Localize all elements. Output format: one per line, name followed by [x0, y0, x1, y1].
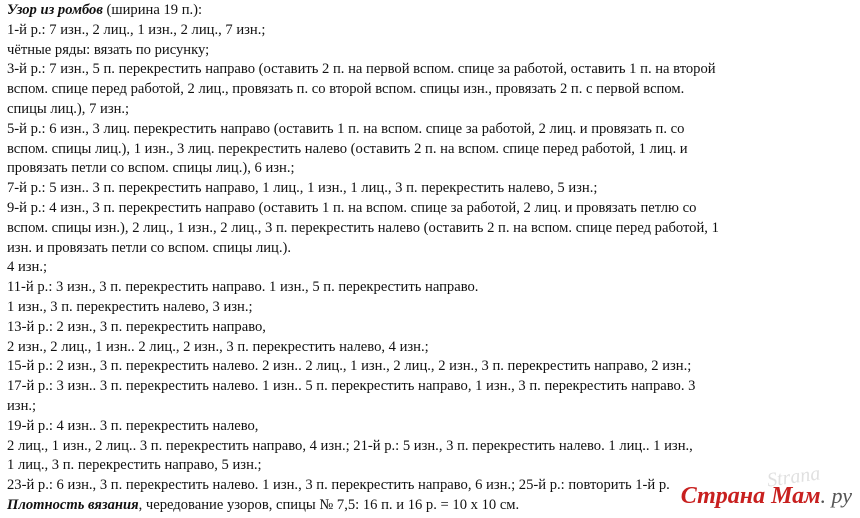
pattern-line: вспом. спице перед работой, 2 лиц., провязать п. со второй вспом. спицы изн., провязать 2 п. с первой вспом.: [7, 81, 685, 98]
pattern-line: 11-й р.: 3 изн., 3 п. перекрестить направо. 1 изн., 5 п. перекрестить направо.: [7, 279, 479, 296]
pattern-line: 7-й р.: 5 изн.. 3 п. перекрестить направо, 1 лиц., 1 изн., 1 лиц., 3 п. перекрестить налево, 5 изн.;: [7, 180, 598, 197]
pattern-lines: [7, 21, 855, 496]
pattern-line: 1 изн., 3 п. перекрестить налево, 3 изн.;: [7, 298, 253, 315]
gauge-text: , чередование узоров, спицы № 7,5: 16 п. и 16 р. = 10 х 10 см.: [138, 496, 520, 513]
pattern-line: 4 изн.;: [7, 259, 48, 276]
faint-watermark: Strana: [765, 462, 822, 492]
pattern-line: провязать петли со вспом. спицы лиц.), 6 изн.;: [7, 160, 295, 177]
pattern-line: 19-й р.: 4 изн.. 3 п. перекрестить налево,: [7, 417, 259, 434]
pattern-line: 1-й р.: 7 изн., 2 лиц., 1 изн., 2 лиц., 7 изн.;: [7, 21, 266, 38]
pattern-line: изн. и провязать петли со вспом. спицы лиц.).: [7, 239, 292, 256]
watermark-domain: . ру: [820, 483, 852, 508]
gauge-label: Плотность вязания: [7, 496, 139, 513]
pattern-line: чётные ряды: вязать по рисунку;: [7, 41, 210, 58]
pattern-line: 23-й р.: 6 изн., 3 п. перекрестить налево. 1 изн., 3 п. перекрестить направо, 6 изн.; 25-й р.: повторить 1-й р.: [7, 477, 670, 494]
pattern-line: изн.;: [7, 397, 37, 414]
pattern-line: 13-й р.: 2 изн., 3 п. перекрестить направо,: [7, 318, 266, 335]
pattern-line: 9-й р.: 4 изн., 3 п. перекрестить направо (оставить 1 п. на вспом. спице за работой, 2 лиц. и провязать петлю со: [7, 199, 697, 216]
pattern-line: 2 лиц., 1 изн., 2 лиц.. 3 п. перекрестить направо, 4 изн.; 21-й р.: 5 изн., 3 п. перекрестить налево. 1 лиц.. 1 изн.,: [7, 437, 693, 454]
pattern-line: 17-й р.: 3 изн.. 3 п. перекрестить налево. 1 изн.. 5 п. перекрестить направо, 1 изн., 3 п. перекрестить направо. 3: [7, 378, 696, 395]
pattern-line: спицы лиц.), 7 изн.;: [7, 100, 130, 117]
pattern-line: 1 лиц., 3 п. перекрестить направо, 5 изн.;: [7, 457, 262, 474]
watermark-brand: Страна Мам: [680, 483, 821, 509]
pattern-line: вспом. спицы изн.), 2 лиц., 1 изн., 2 лиц., 3 п. перекрестить налево (оставить 2 п. на вспом. спице перед работой, 1: [7, 219, 719, 236]
pattern-width: (ширина 19 п.):: [102, 2, 203, 18]
knitting-pattern-text: [7, 1, 855, 516]
pattern-line: 5-й р.: 6 изн., 3 лиц. перекрестить направо (оставить 1 п. на вспом. спице за работой, 2 лиц. и провязать п. со: [7, 120, 685, 137]
pattern-line: 3-й р.: 7 изн., 5 п. перекрестить направо (оставить 2 п. на первой вспом. спице за работой, оставить 1 п. на второй: [7, 61, 716, 78]
pattern-line: 15-й р.: 2 изн., 3 п. перекрестить налево. 2 изн.. 2 лиц., 1 изн., 2 лиц., 2 изн., 3 п. перекрестить направо, 2 изн.;: [7, 358, 692, 375]
pattern-line: 2 изн., 2 лиц., 1 изн.. 2 лиц., 2 изн., 3 п. перекрестить налево, 4 изн.;: [7, 338, 429, 355]
pattern-heading: [7, 1, 855, 21]
pattern-title: Узор из ромбов: [7, 2, 103, 18]
site-watermark: [681, 483, 852, 510]
pattern-line: вспом. спицы лиц.), 1 изн., 3 лиц. перекрестить налево (оставить 2 п. на вспом. спице перед работой, 1 лиц. и: [7, 140, 688, 157]
